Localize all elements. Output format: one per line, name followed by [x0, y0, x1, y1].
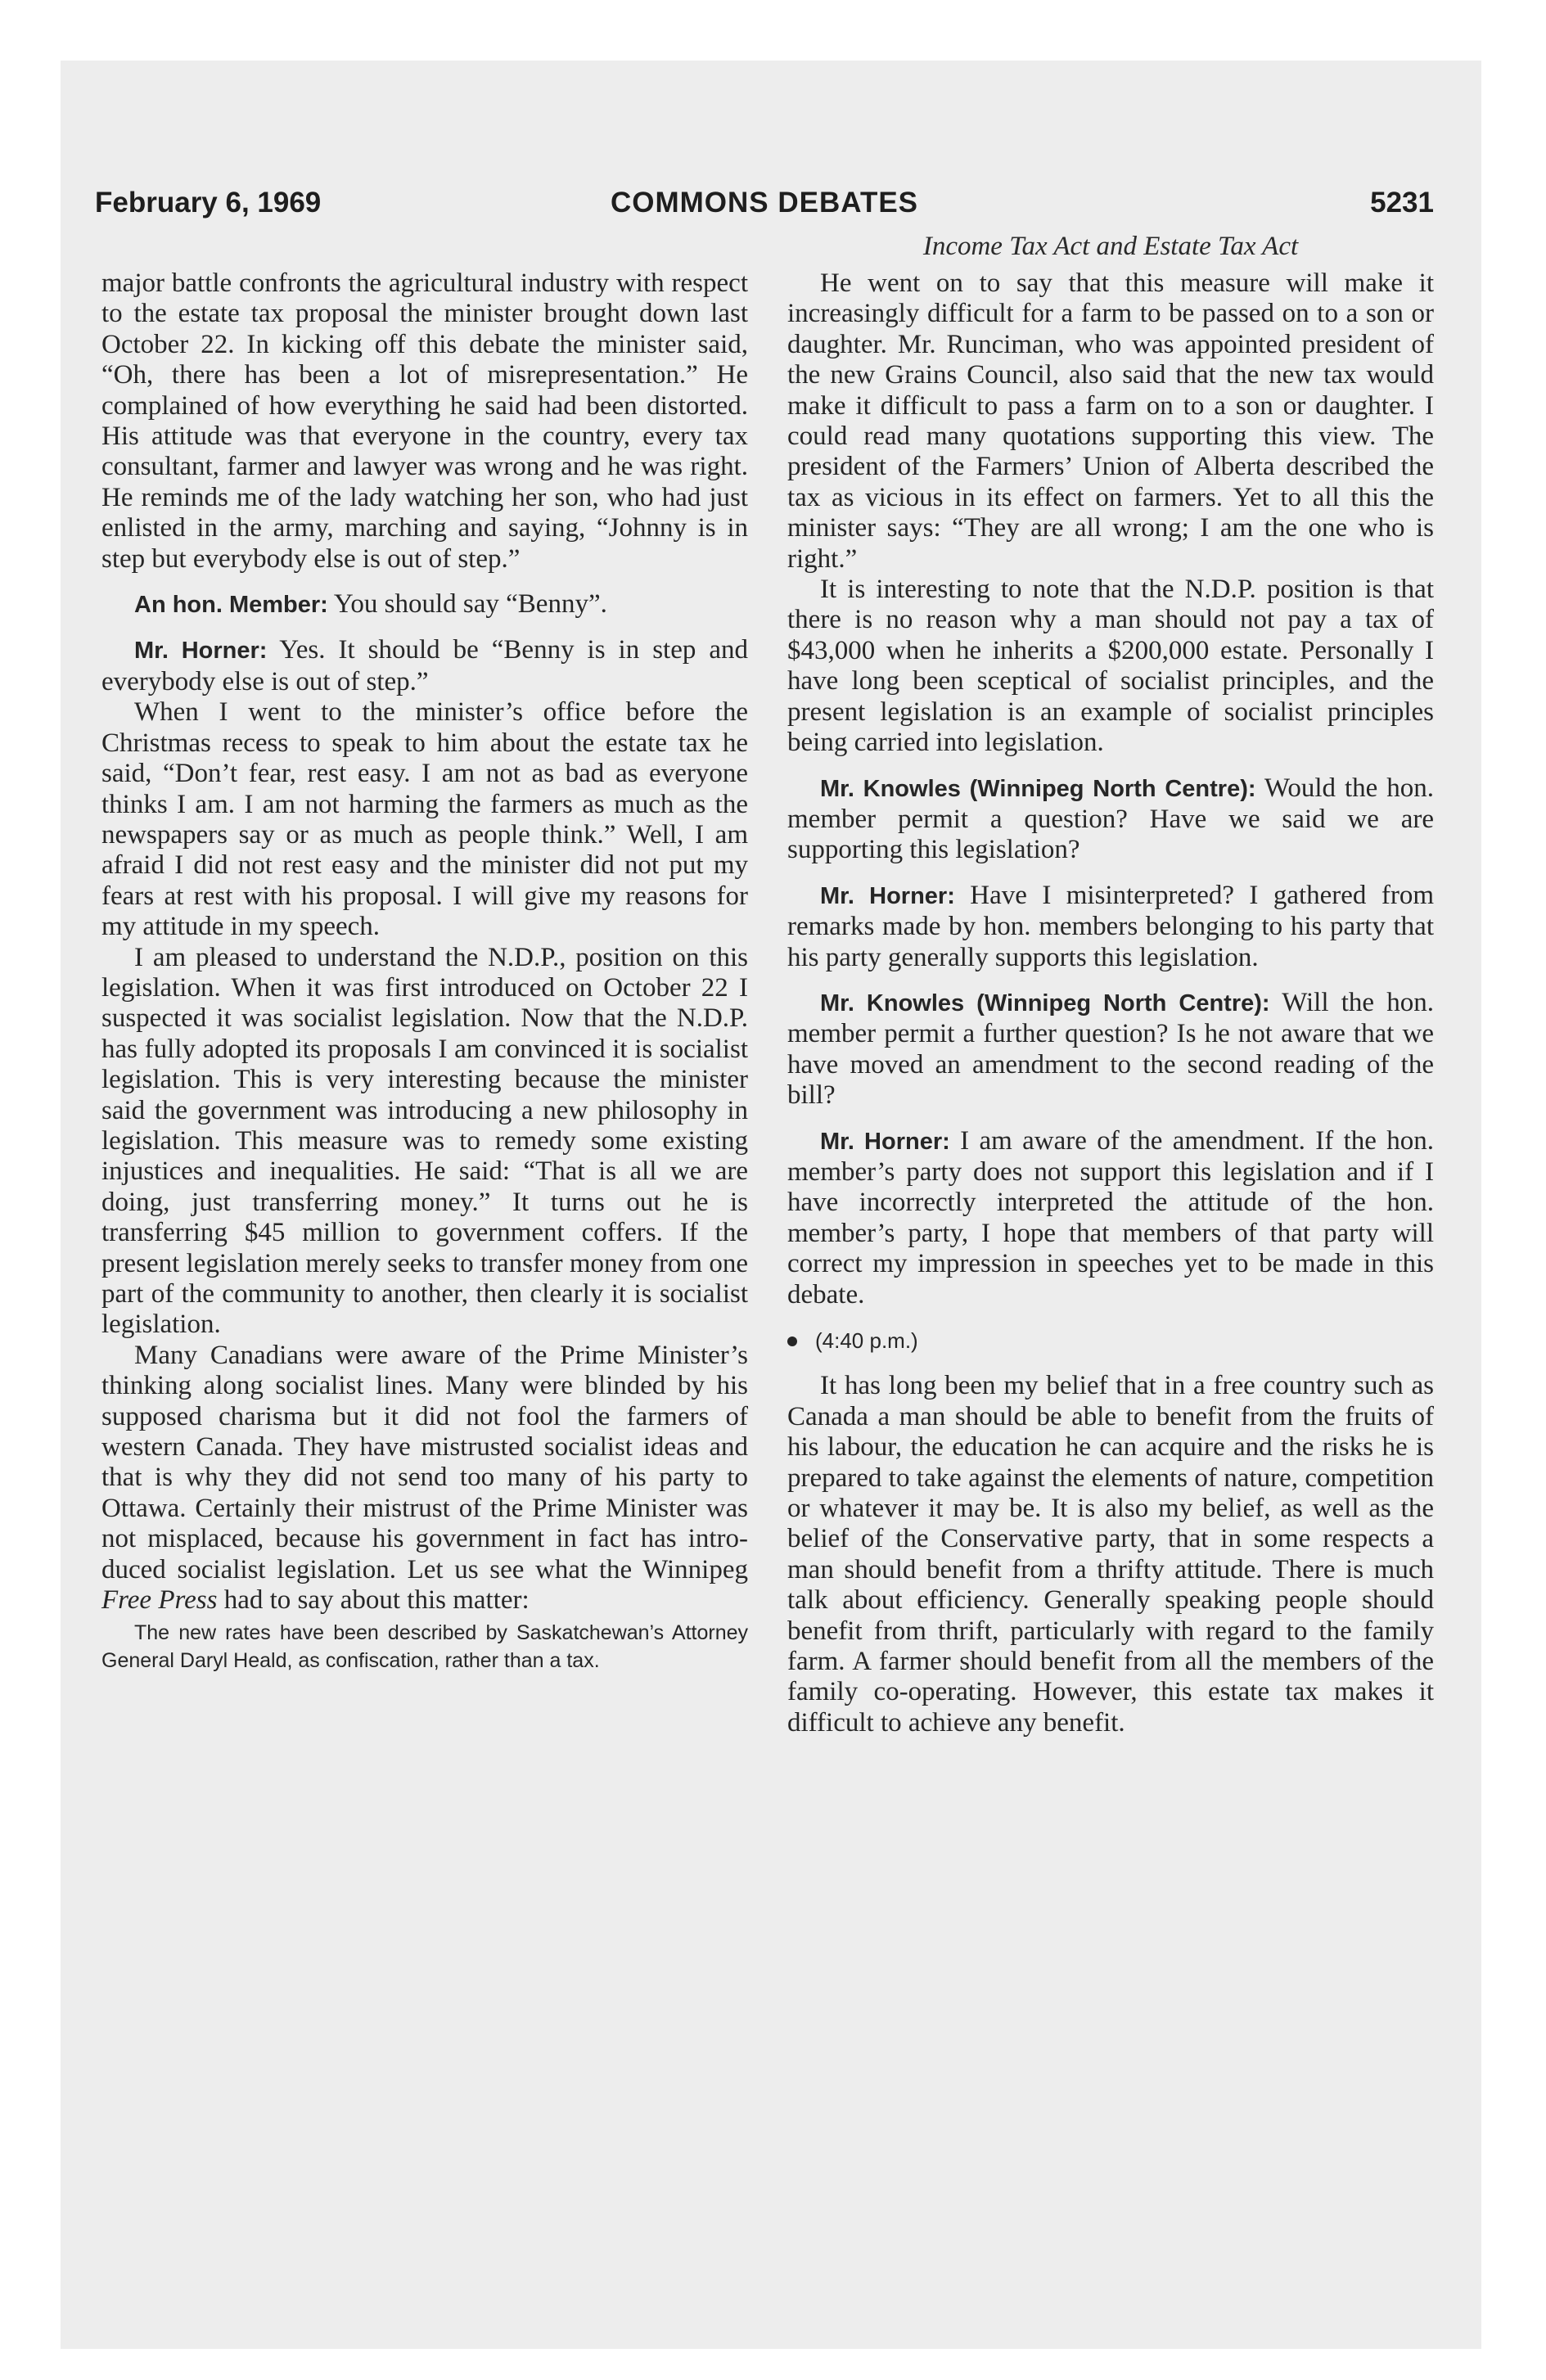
paragraph [101, 1341, 748, 1616]
speaker-name: Mr. Knowles (Winnipeg North Centre): [820, 775, 1256, 802]
speaker-name: Mr. Horner: [134, 638, 268, 665]
running-subtitle: Income Tax Act and Estate Tax Act [922, 232, 1299, 261]
paragraph: When I went to the minister’s office before the Christmas recess to speak to him about the estate tax he said, “Don’t fear, rest easy. I am not as bad as everyone thinks I am. I am not harming the farmers as much as the newspapers say or as much as people think.” Well, I am afraid I did not rest easy and the minister did not put my fears at rest with his proposal. I will give my reasons for my attitude in my speech. [101, 697, 748, 942]
speech-paragraph [787, 988, 1434, 1111]
speech-text: Would the hon. member permit a question? Have we said we are supporting this legislation? [787, 773, 1435, 865]
speech-text: Will the hon. member permit a further question? Is he not aware that we have moved an amendment to the second reading of the bill? [787, 987, 1434, 1111]
timestamp: (4:40 p.m.) [815, 1328, 918, 1353]
speech-text: I am aware of the amendment. If the hon. member’s party does not support this legislation and if I have incorrectly interpreted the attitude of the hon. member’s party, I hope that members of that party will correct my impression in speeches yet to be made in this debate. [787, 1125, 1434, 1309]
timestamp-line [787, 1325, 1434, 1356]
paragraph-text: Many Canadians were aware of the Prime Minister’s thinking along socialist lines. Many were blinded by his supposed charisma but it did not fool the farmers of western Canada. They have mistrusted socialist ideas and that is why they did not send too many of his party to Ottawa. Certainly their mistrust of the Prime Minister was not misplaced, because his government in fact has introduced socialist legislation. Let us see what the Winnipeg [101, 1340, 748, 1584]
speaker-name: An hon. Member: [134, 592, 328, 619]
page-number: 5231 [1370, 187, 1434, 219]
speech-paragraph [787, 773, 1434, 866]
block-quote: The new rates have been described by Saskatchewan’s Attorney General Daryl Heald, as confiscation, rather than a tax. [101, 1621, 748, 1673]
speech-paragraph [101, 589, 748, 620]
newspaper-title: Free Press [101, 1585, 218, 1616]
speech-text: You should say “Benny”. [333, 589, 607, 620]
left-column [101, 268, 748, 1675]
speech-text: Have I misinterpreted? I gathered from remarks made by hon. members belonging to his party that his party generally supports this legislation. [787, 880, 1434, 972]
speaker-name: Mr. Horner: [820, 882, 955, 909]
speech-paragraph [101, 635, 748, 697]
paragraph-text: had to say about this matter: [223, 1585, 530, 1616]
paragraph: It is interesting to note that the N.D.P. position is that there is no reason why a man should not pay a tax of $43,000 when he inherits a $200,000 estate. Personally I have long been sceptical of socialist principles, and the present legislation is an example of socialist principles being carried into legislation. [787, 575, 1434, 758]
bullet-icon [787, 1336, 797, 1346]
speech-paragraph [787, 881, 1434, 973]
paragraph: He went on to say that this measure will make it increasingly difficult for a farm to be passed on to a son or daughter. Mr. Runciman, who was appointed president of the new Grains Council, also said that the new tax would make it difficult to pass a farm on to a son or daughter. I could read many quotations supporting this view. The president of the Farmers’ Union of Alberta described the tax as vicious in its effect on farmers. Yet to all this the minister says: “They are all wrong; I am the one who is right.” [787, 268, 1434, 574]
right-column [787, 268, 1434, 1738]
paragraph: major battle confronts the agricultural industry with respect to the estate tax proposal the minister brought down last October 22. In kicking off this debate the minister said, “Oh, there has been a lot of misrepresentation.” He complained of how everything he said had been distorted. His attitude was that everyone in the country, every tax consultant, farmer and lawyer was wrong and he was right. He reminds me of the lady watching her son, who had just enlisted in the army, marching and saying, “Johnny is in step but everybody else is out of step.” [101, 268, 748, 574]
speech-paragraph [787, 1126, 1434, 1310]
speech-text: Yes. It should be “Benny is in step and everybody else is out of step.” [101, 635, 749, 696]
speaker-name: Mr. Horner: [820, 1128, 950, 1155]
header-title: COMMONS DEBATES [610, 187, 919, 219]
speaker-name: Mr. Knowles (Winnipeg North Centre): [820, 989, 1270, 1016]
page-header [95, 187, 1434, 229]
paragraph: I am pleased to understand the N.D.P., position on this legislation. When it was first introduced on October 22 I suspected it was socialist legislation. Now that the N.D.P. has fully adopted its proposals I am convinced it is socialist legislation. This is very interesting because the minister said the government was introducing a new philosophy in legislation. This measure was to remedy some existing injustices and inequalities. He said: “That is all we are doing, just transferring money.” It turns out he is transferring $45 million to government coffers. If the present legislation merely seeks to transfer money from one part of the community to another, then clearly it is socialist legislation. [101, 942, 748, 1340]
paragraph: It has long been my belief that in a free country such as Canada a man should be able to benefit from the fruits of his labour, the education he can acquire and the risks he is prepared to take against the elements of nature, competition or whatever it may be. It is also my belief, as well as the belief of the Conservative party, that in some respects a man should benefit from a thrifty attitude. There is much talk about efficiency. Generally speaking people should benefit from thrift, particularly with regard to the family farm. A farmer should benefit from all the members of the family co-operating. However, this estate tax makes it difficult to achieve any benefit. [787, 1371, 1434, 1738]
header-date: February 6, 1969 [95, 187, 322, 219]
